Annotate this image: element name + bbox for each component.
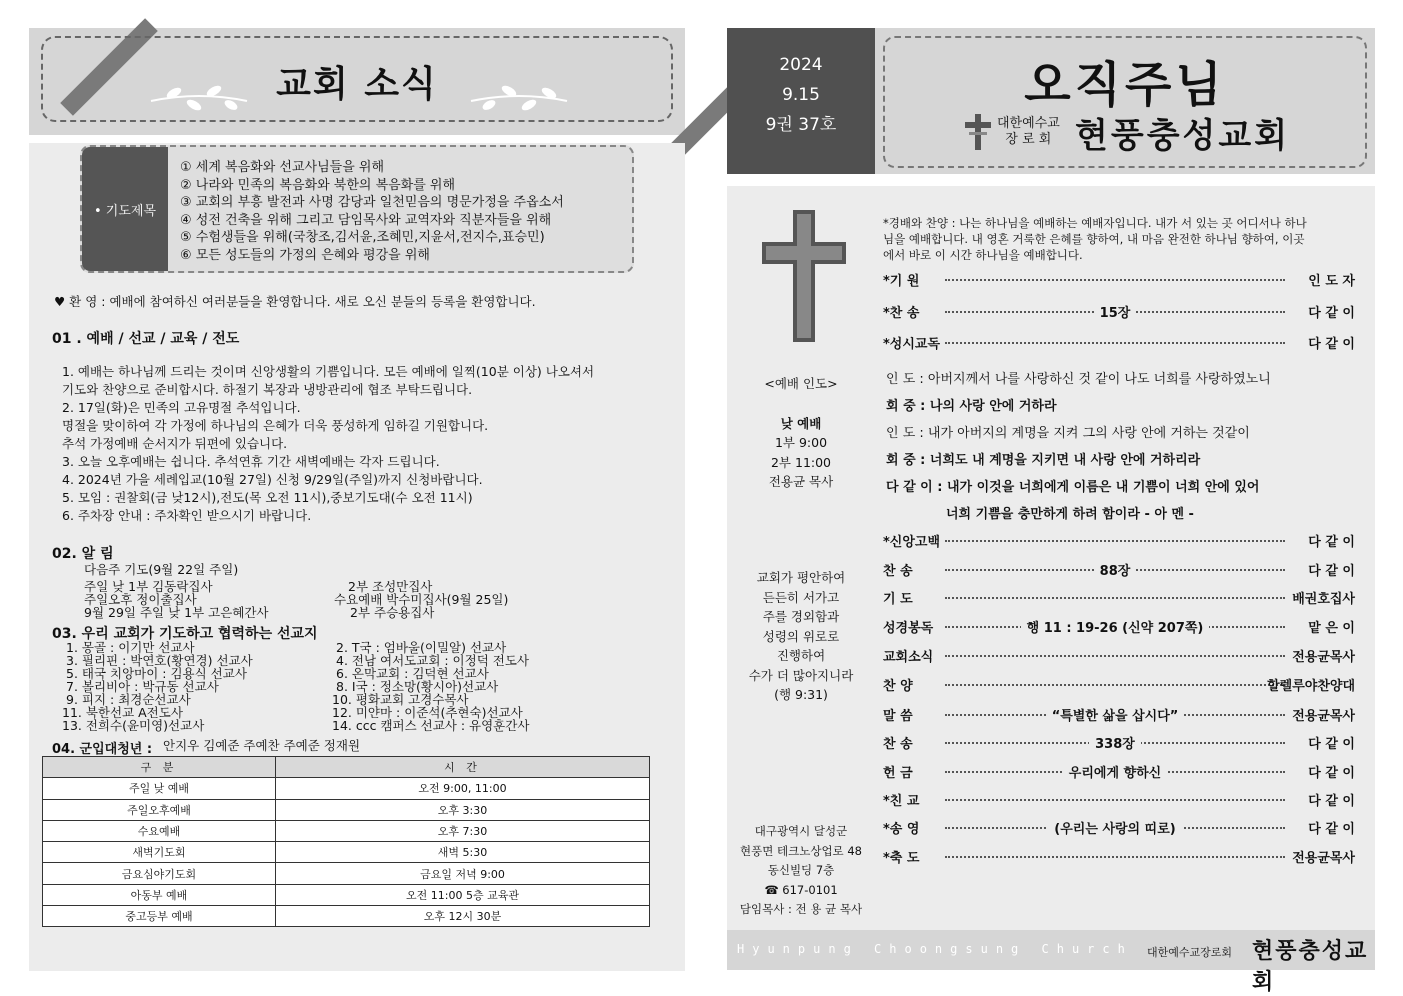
mission-item: 13. 전희수(윤미영)선교사 [62,718,205,733]
notice-line: 다음주 기도(9월 22일 주일) [84,562,239,577]
order-label: 기 도 [883,592,913,607]
order-label: *신앙고백 [883,535,941,550]
dotted-leader [945,597,1285,599]
mission-item: 10. 평화교회 고경수목사 [332,692,469,707]
section-title: 01 . 예배 / 선교 / 교육 / 전도 [52,331,240,347]
order-label: *기 원 [883,274,920,289]
responsive-reading [886,422,1250,441]
service-time: 2부 11:00 [770,455,832,470]
mission-item: 3. 필리핀 : 박연호(황연경) 선교사 [66,653,253,668]
prayer-item: ⑥ 모든 성도들의 가정의 은혜와 평강을 위해 [180,247,430,263]
notice-line: 6. 주차장 안내 : 주차확인 받으시기 바랍니다. [62,508,312,523]
order-label: *친 교 [883,794,920,809]
dotted-leader [945,799,1285,801]
order-label: *찬 송 [883,306,920,321]
service-time: 오전 9:00, 11:00 [276,778,650,799]
issue-year: 2024 [779,55,823,75]
guide-title: <예배 인도> [764,376,838,391]
order-label: 교회소식 [883,650,934,665]
denomination-line: 장 로 회 [1005,132,1052,147]
denomination [997,116,1060,148]
welcome-text: ♥ 환 영 : 예배에 참여하신 여러분들을 환영합니다. 새로 오신 분들의 등록을 환영합니다. [54,294,536,309]
address-line: 대구광역시 달성군 [754,824,848,838]
order-row [883,531,1355,551]
prayer-list [180,159,564,265]
notice-line: 4. 2024년 가을 세례입교(10월 27일) 신청 9/29일(주일)까지 신청바랍니다. [62,472,483,487]
order-detail: 행 11 : 19-26 (신약 207쪽) [1021,621,1210,636]
order-label: 찬 양 [883,679,913,694]
mission-item: 5. 태국 치앙마이 : 김용식 선교사 [66,666,247,681]
service-name: 낮 예배 [780,416,822,431]
service-name: 아동부 예배 [43,884,276,905]
notice-line: 5. 모임 : 권찰회(금 낮12시),전도(목 오전 11시),중보기도대(수 오전 11시) [62,490,473,505]
verse-line: 수가 더 많아지니라 [748,668,854,683]
table-row [43,820,650,841]
cross-icon [762,210,846,342]
table-header-row [43,757,650,778]
issue-date-box [727,28,875,174]
responsive-reading [886,449,1200,468]
responsive-reading [886,476,1259,495]
order-row [883,646,1355,666]
order-detail: 88장 [1094,564,1137,579]
dotted-leader [945,279,1285,281]
reading-text: 내가 이것을 너희에게 이름은 내 기쁨이 너희 안에 있어 [946,480,1260,495]
service-name: 주일오후예배 [43,799,276,820]
table-row [43,884,650,905]
order-label: 찬 송 [883,564,913,579]
service-time: 금요일 저녁 9:00 [276,863,650,884]
prayer-item: ② 나라와 민족의 복음화와 북한의 복음화를 위해 [180,177,456,193]
soldier-names: 안지우 김예준 주예찬 주예준 정재원 [163,738,361,753]
footer-denomination: 대한예수교장로회 [1147,946,1233,959]
order-row [883,762,1355,782]
notice-line: 추석 가정예배 순서지가 뒤편에 있습니다. [62,436,288,451]
phone-number: ☎ 617-0101 [764,883,838,897]
mission-item: 12. 미얀마 : 이준석(추현숙)선교사 [332,705,523,720]
responsive-reading [946,503,1194,522]
table-row [43,778,650,799]
mission-item: 11. 북한선교 A전도사 [62,705,183,720]
order-leader: 다 같 이 [1308,306,1355,321]
order-label: 헌 금 [883,766,913,781]
reading-text: 나의 사랑 안에 거하라 [929,399,1057,414]
notice-line: 기도와 찬양으로 준비합시다. 하절기 복장과 냉방관리에 협조 부탁드립니다. [62,382,473,397]
order-leader: 전용균목사 [1292,851,1355,866]
dotted-leader [945,655,1285,657]
order-row [883,333,1355,353]
dotted-leader [945,856,1285,858]
address-line: 동신빌딩 7층 [767,863,835,877]
order-label: 말 씀 [883,709,913,724]
order-leader: 맡 은 이 [1308,621,1355,636]
order-label: *성시교독 [883,337,941,352]
intro-line: 에서 바로 이 시간 하나님을 예배합니다. [883,248,1083,262]
cross-logo-icon [965,114,991,150]
footer-bar [727,930,1375,995]
reading-text: 너희도 내 계명을 지키면 내 사랑 안에 거하리라 [929,453,1201,468]
schedule-table [42,756,650,927]
verse-line: 든든히 서가고 [762,590,840,605]
reader-role: 인 도 : [886,426,924,441]
order-row [883,790,1355,810]
order-row [883,705,1355,725]
issue-number: 9권 37호 [765,115,837,135]
order-label: *축 도 [883,851,920,866]
order-row [883,270,1355,290]
verse-line: 진행하여 [776,648,826,663]
notice-line: 1. 예배는 하나님께 드리는 것이며 신앙생활의 기쁨입니다. 모든 예배에 일찍(10분 이상) 나오셔서 [62,364,595,379]
order-detail: 15장 [1094,306,1137,321]
service-time: 오전 11:00 5층 교육관 [276,884,650,905]
responsive-reading [886,395,1057,414]
mission-item: 7. 볼리비아 : 박규동 선교사 [66,679,219,694]
reader-role: 회 중 : [886,399,926,414]
order-leader: 다 같 이 [1308,822,1355,837]
reading-text: 내가 아버지의 계명을 지켜 그의 사랑 안에 거하는 것같이 [927,426,1250,441]
service-name: 수요예배 [43,820,276,841]
service-time: 1부 9:00 [774,435,828,450]
order-label: 찬 송 [883,737,913,752]
prayer-duty: 9월 29일 주일 낮 1부 고은혜간사 [84,605,269,620]
mission-item: 4. 전남 여서도교회 : 이정덕 전도사 [336,653,529,668]
prayer-duty: 주일 낮 1부 김동락집사 [84,579,213,594]
address-line: 현풍면 테크노상업로 48 [740,844,862,858]
table-row [43,842,650,863]
mission-item: 8. I국 : 정소망(황시아)선교사 [336,679,499,694]
order-label: 성경봉독 [883,621,934,636]
dotted-leader [945,684,1285,686]
notice-line: 명절을 맞이하여 각 가정에 하나님의 은혜가 더욱 풍성하게 임하길 기원합니다. [62,418,489,433]
order-leader: 전용균목사 [1292,650,1355,665]
service-name: 중고등부 예배 [43,906,276,927]
prayer-duty: 수요예배 박수미집사(9월 25일) [334,592,509,607]
order-row [883,847,1355,867]
order-row [883,733,1355,753]
order-leader: 인 도 자 [1308,274,1355,289]
prayer-duty: 주일오후 정이출집사 [84,592,197,607]
service-time: 오후 3:30 [276,799,650,820]
prayer-item: ① 세계 복음화와 선교사님들을 위해 [180,160,384,175]
order-detail: 우리에게 향하신 [1063,766,1167,781]
order-leader: 배권호집사 [1292,592,1355,607]
table-row [43,906,650,927]
mission-item: 9. 피지 : 최경순선교사 [66,692,191,707]
order-leader: 다 같 이 [1308,794,1355,809]
notice-line: 2. 17일(화)은 민족의 고유명절 추석입니다. [62,400,301,415]
reading-text: 너희 기쁨을 충만하게 하려 함이라 - 아 멘 - [946,507,1194,522]
notice-line: 3. 오늘 오후예배는 쉽니다. 추석연휴 기간 새벽예배는 각자 드립니다. [62,454,440,469]
prayer-duty: 2부 조성만집사 [348,579,433,594]
order-detail: 338장 [1089,737,1141,752]
right-header [875,28,1375,174]
page-title: 교회 소식 [276,64,438,105]
order-row [883,302,1355,322]
service-time: 새벽 5:30 [276,842,650,863]
order-row [883,675,1355,695]
order-row [883,588,1355,608]
left-header [29,28,685,135]
pastor-name: 전용균 목사 [768,474,834,489]
footer-english-name: Hyunpung Choongsung Church [737,942,1133,956]
prayer-item: ③ 교회의 부흥 발전과 사명 감당과 일천믿음의 명문가정을 주옵소서 [180,195,564,211]
order-label: *송 영 [883,822,920,837]
reader-role: 다 같 이 : [886,480,943,495]
order-leader: 전용균목사 [1292,709,1355,724]
footer-church-name: 현풍충성교회 [1252,938,1369,995]
order-leader: 다 같 이 [1308,564,1355,579]
verse-line: 교회가 평안하여 [756,570,846,585]
table-row [43,799,650,820]
service-time: 오후 12시 30분 [276,906,650,927]
service-name: 주일 낮 예배 [43,778,276,799]
prayer-box [80,145,634,273]
column-header: 구 분 [43,757,276,778]
dotted-leader [945,342,1285,344]
order-detail: “특별한 삶을 삽시다” [1046,709,1185,724]
denomination-line: 대한예수교 [997,116,1060,131]
reading-text: 아버지께서 나를 사랑하신 것 같이 나도 너희를 사랑하였노니 [927,372,1271,387]
mission-item: 14. ccc 캠퍼스 선교사 : 유영훈간사 [332,718,530,733]
order-leader: 다 같 이 [1308,337,1355,352]
responsive-reading [886,368,1271,387]
intro-line: 님을 예배합니다. 내 영혼 거룩한 은혜를 향하여, 내 마음 완전한 하나님 향하여, 이곳 [883,232,1305,246]
church-name: 현풍충성교회 [1075,116,1291,156]
prayer-duty: 2부 주승용집사 [350,605,435,620]
service-name: 새벽기도회 [43,842,276,863]
order-leader: 다 같 이 [1308,766,1355,781]
prayer-label: • 기도제목 [82,147,168,271]
reader-role: 회 중 : [886,453,926,468]
order-row [883,560,1355,580]
table-row [43,863,650,884]
prayer-item: ⑤ 수험생들을 위해(국창조,김서윤,조혜민,지윤서,전지수,표승민) [180,230,545,246]
verse-line: 주를 경외함과 [762,609,840,624]
prayer-item: ④ 성전 건축을 위해 그리고 담임목사와 교역자와 직분자들을 위해 [180,212,552,228]
service-name: 금요심야기도회 [43,863,276,884]
reader-role: 인 도 : [886,372,924,387]
mission-item: 2. T국 : 엄바울(이밀알) 선교사 [336,640,507,655]
leaf-sprig-icon [469,83,569,113]
verse-line: (행 9:31) [774,687,828,702]
mission-item: 6. 온막교회 : 김덕현 선교사 [336,666,489,681]
issue-date: 9.15 [782,85,820,105]
mission-item: 1. 몽골 : 이기만 선교사 [66,640,195,655]
address-line: 담임목사 : 전 용 균 목사 [739,902,863,916]
service-time: 오후 7:30 [276,820,650,841]
intro-line: *경배와 찬양 : 나는 하나님을 예배하는 예배자입니다. 내가 서 있는 곳 어디서나 하나 [883,216,1307,230]
order-detail: (우리는 사랑의 띠로) [1048,822,1181,837]
verse-line: 성령의 위로로 [762,629,840,644]
order-leader: 할렐루야찬양대 [1267,679,1355,694]
order-leader: 다 같 이 [1308,535,1355,550]
column-header: 시 간 [276,757,650,778]
section-title: 02. 알 림 [52,546,114,562]
order-row [883,818,1355,838]
section-title: 04. 군입대청년 : [52,742,153,757]
order-leader: 다 같 이 [1308,737,1355,752]
bulletin-title: 오직주님 [1024,57,1226,113]
order-row [883,617,1355,637]
section-title: 03. 우리 교회가 기도하고 협력하는 선교지 [52,626,318,642]
dotted-leader [945,540,1285,542]
